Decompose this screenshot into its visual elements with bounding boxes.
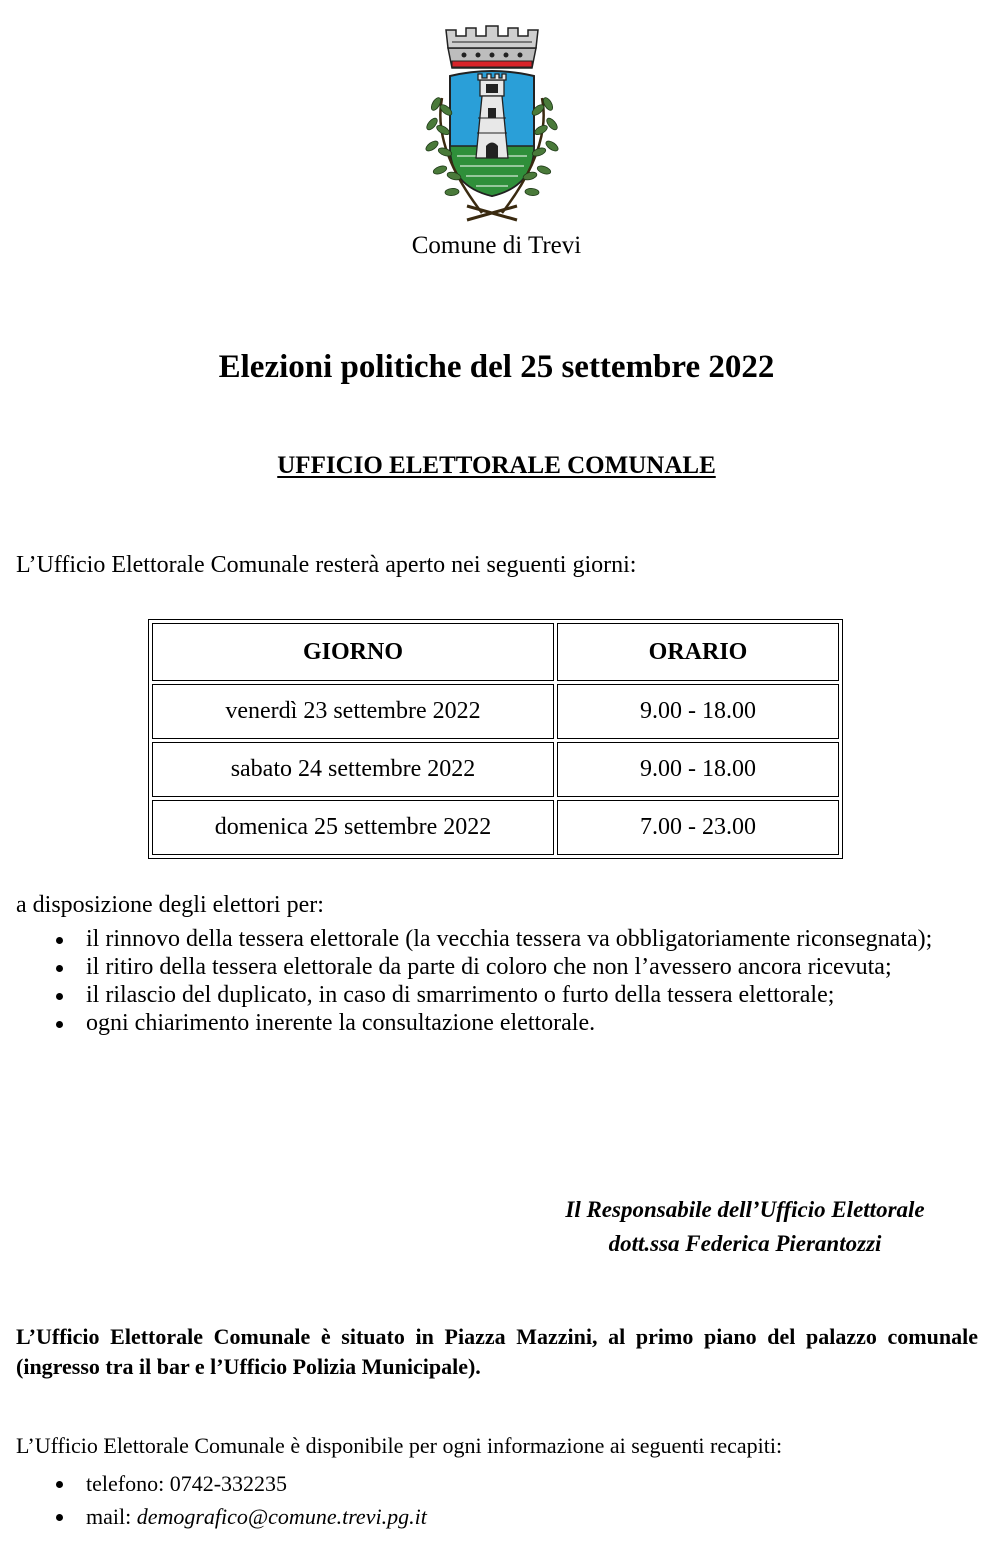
services-lead: a disposizione degli elettori per: [16,892,324,918]
day-cell: venerdì 23 settembre 2022 [152,684,554,739]
column-header-day: GIORNO [152,623,554,681]
mail-item [54,1500,427,1533]
column-header-hours: ORARIO [557,623,839,681]
mail-label: mail: [86,1504,137,1529]
hours-cell: 7.00 - 23.00 [557,800,839,855]
phone-label: telefono: [86,1471,170,1496]
list-item: il rilascio del duplicato, in caso di smarrimento o furto della tessera elettorale; [54,981,976,1009]
table-row [152,684,839,739]
location-paragraph: L’Ufficio Elettorale Comunale è situato in Piazza Mazzini, al primo piano del palazzo comunale (ingresso tra il bar e l’Ufficio Polizia Municipale). [16,1324,978,1379]
table-row [152,800,839,855]
mail-address: demografico@comune.trevi.pg.it [136,1504,427,1529]
signature-role: Il Responsabile dell’Ufficio Elettorale [565,1197,925,1222]
schedule-table [148,619,843,859]
signature-name: dott.ssa Federica Pierantozzi [608,1231,882,1256]
signature-block [520,1193,970,1261]
list-item: il ritiro della tessera elettorale da parte di coloro che non l’avessero ancora ricevuta; [54,953,976,981]
page-title: Elezioni politiche del 25 settembre 2022 [218,349,775,385]
coat-of-arms-icon [412,18,572,223]
section-heading-text: UFFICIO ELETTORALE COMUNALE [277,452,716,479]
contacts-intro: L’Ufficio Elettorale Comunale è disponibile per ogni informazione ai seguenti recapiti: [16,1433,783,1458]
table-row [152,742,839,797]
phone-number: 0742-332235 [169,1471,288,1496]
list-item: ogni chiarimento inerente la consultazione elettorale. [54,1009,976,1037]
shield-icon [450,71,534,196]
day-cell: sabato 24 settembre 2022 [152,742,554,797]
intro-paragraph: L’Ufficio Elettorale Comunale resterà aperto nei seguenti giorni: [16,552,637,578]
list-item: il rinnovo della tessera elettorale (la vecchia tessera va obbligatoriamente riconsegnata); [54,925,976,953]
hours-cell: 9.00 - 18.00 [557,684,839,739]
phone-item [54,1467,427,1500]
municipality-name: Comune di Trevi [411,232,582,259]
hours-cell: 9.00 - 18.00 [557,742,839,797]
day-cell: domenica 25 settembre 2022 [152,800,554,855]
services-list [54,925,976,1037]
contacts-list [54,1467,427,1533]
crown-icon [446,26,538,68]
table-header-row [152,623,839,681]
section-heading [0,452,993,480]
